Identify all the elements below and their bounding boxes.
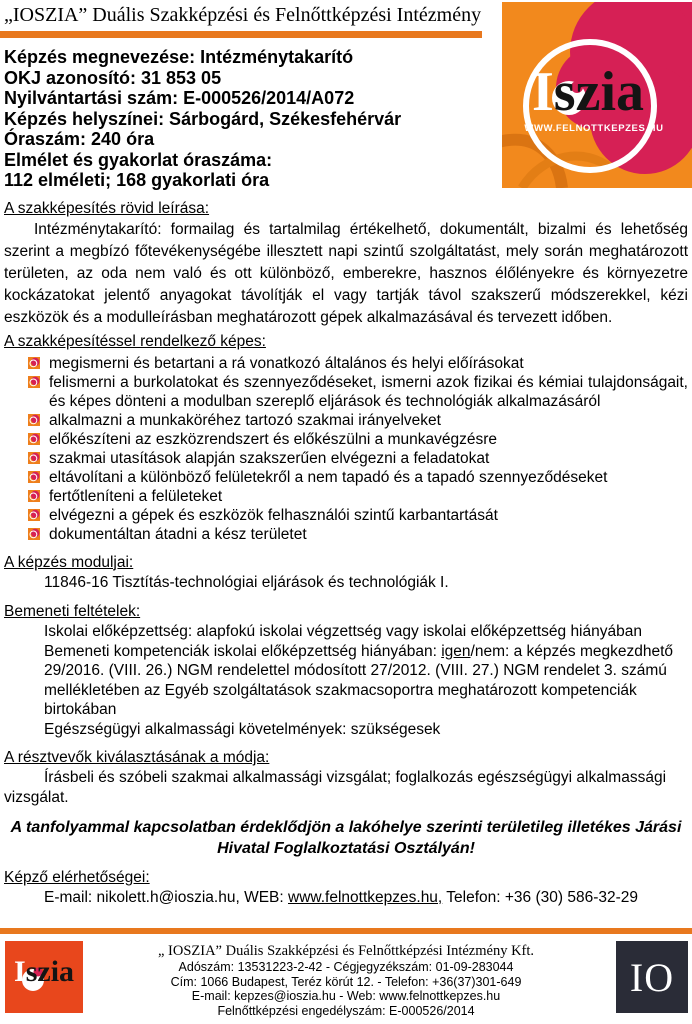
footer-divider [0,928,692,934]
entry-line-schooling: Iskolai előképzettség: alapfokú iskolai végzettség vagy iskolai előképzettség hiányában [44,623,642,640]
hours-line: Óraszám: 240 óra [4,129,155,149]
registration-number-line: Nyilvántartási szám: E-000526/2014/A072 [4,88,355,108]
footer-io-logo [616,941,688,1013]
ioszia-bullet-icon [28,509,40,521]
list-item [28,525,688,544]
ioszia-bullet-icon [28,490,40,502]
entry-competencies-suffix: /nem: a képzés megkezdhető 29/2016. (VIII. 26.) NGM rendelettel módosított 27/2012. (VIII. 27.) NGM rendelet 3. számú mellékletében az Egyéb szolgáltatások szakmacsoportra meghatározott kompetenciák birtokában [44,642,674,718]
description-paragraph: Intézménytakarító: formailag és tartalmilag értékelhető, dokumentált, bizalmi és lehetőség szerint a megbízó főtevékenységébe illesztett napi szintű szolgáltatást, mely során meghatározott területen, az oda nem való és ott különböző, emberekre, hasznos élőlényekre és környezetre kockázatokat jelentő anyagokat távolítják el vagy tartják távol szakszerű módszerekkel, kézi eszközök és a modulleírásban meghatározott gépek alkalmazásával és tervezett időben. [4,220,688,326]
footer-logo-letter-i: I [14,955,26,988]
course-info-block [4,47,688,191]
list-item-text: megismerni és betartani a rá vonatkozó általános és helyi előírásokat [49,354,524,372]
list-item-text: elvégezni a gépek és eszközök felhasználói szintű karbantartását [49,506,498,524]
footer-logo-letter-s: s [25,955,38,988]
contact-phone: Telefon: +36 (30) 586-32-29 [442,889,639,906]
list-item-text: szakmai utasítások alapján szakszerűen elvégezni a feladatokat [49,449,490,467]
entry-line-competencies [44,642,688,720]
entry-line-health: Egészségügyi alkalmassági követelmények: szükségesek [44,720,441,738]
footer-logo-letters-zia: zia [37,955,75,988]
contact-email-and-web-label: E-mail: nikolett.h@ioszia.hu, WEB: [44,889,289,906]
ioszia-bullet-icon [28,528,40,540]
list-item [28,468,688,487]
logo-letters-zia: zia [575,61,645,123]
website-link[interactable]: www.felnottkepzes.hu, [288,889,443,906]
list-item-text: felismerni a burkolatokat és szennyeződéseket, ismerni azok fizikai és kémiai tulajdonságait, és képes dönteni a modulban szereplő eljárások és technológiák alkalmazásáról [49,373,688,410]
module-line: 11846-16 Tisztítás-technológiai eljárások és technológiák I. [44,573,449,591]
okj-id-line: OKJ azonosító: 31 853 05 [4,67,222,88]
footer [0,941,692,1016]
course-name-line: Képzés megnevezése: Intézménytakarító [4,47,354,67]
list-item [28,354,688,373]
competencies-list [28,354,688,544]
theory-practice-hours-line: 112 elméleti; 168 gyakorlati óra [4,170,270,190]
list-item-text: fertőtleníteni a felületeket [49,487,223,505]
list-item [28,430,688,449]
list-item [28,506,688,525]
logo-website-text: WWW.FELNOTTKEPZES.HU [524,123,664,134]
selection-paragraph: Írásbeli és szóbeli szakmai alkalmassági vizsgálat; foglalkozás egészségügyi alkalmassági vizsgálat. [4,769,667,806]
list-item [28,411,688,430]
footer-company-name: „ IOSZIA” Duális Szakképzési és Felnőttképzési Intézmény Kft. [157,943,535,959]
header-divider [0,31,482,38]
theory-practice-label-line: Elmélet és gyakorlat óraszáma: [4,149,273,170]
contact-heading: Képző elérhetőségei: [4,869,150,886]
footer-ioszia-logo [5,941,83,1013]
page-title: „IOSZIA” Duális Szakképzési és Felnőttképzési Intézmény [4,4,482,26]
document-body [0,38,692,966]
list-item-text: dokumentáltan átadni a kész területet [49,525,307,543]
ioszia-bullet-icon [28,357,40,369]
entry-competencies-prefix: Bemeneti kompetenciák iskolai előképzettség hiányában: [44,642,442,660]
entry-competencies-yes: igen [441,642,471,660]
footer-license-line: Felnőttképzési engedélyszám: E-000526/2014 [217,1003,475,1018]
notice-paragraph: A tanfolyammal kapcsolatban érdeklődjön a lakóhelye szerinti területileg illetékes Járási Hivatal Foglalkoztatási Osztályán! [10,819,682,857]
footer-email-web-line: E-mail: kepzes@ioszia.hu - Web: www.felnottkepzes.hu [191,989,501,1003]
footer-logo-wordmark [14,957,74,987]
list-item-text: előkészíteni az eszközrendszert és előkészülni a munkavégzésre [49,430,498,448]
list-item-text: eltávolítani a különböző felületekről a nem tapadó és a tapadó szennyeződéseket [49,468,608,486]
ioszia-bullet-icon [28,414,40,426]
footer-address-line: Cím: 1066 Budapest, Teréz körút 12. - Telefon: +36(37)301-649 [170,974,522,989]
selection-heading: A résztvevők kiválasztásának a módja: [4,749,270,766]
ioszia-bullet-icon [28,376,40,388]
list-item-text: alkalmazni a munkaköréhez tartozó szakmai irányelveket [49,411,441,429]
list-item [28,487,688,506]
description-heading: A szakképesítés rövid leírása: [4,199,210,217]
logo-letter-i: I [532,61,554,123]
logo-letter-s: s [553,61,576,123]
footer-tax-line: Adószám: 13531223-2-42 - Cégjegyzékszám: 01-09-283044 [178,960,514,974]
modules-heading: A képzés moduljai: [4,553,134,571]
competencies-heading: A szakképesítéssel rendelkező képes: [4,332,266,350]
ioszia-bullet-icon [28,471,40,483]
footer-company-info [100,943,592,1018]
ioszia-bullet-icon [28,433,40,445]
locations-line: Képzés helyszínei: Sárbogárd, Székesfehérvár [4,108,402,129]
list-item [28,449,688,468]
ioszia-bullet-icon [28,452,40,464]
entry-requirements-block [44,622,688,739]
entry-requirements-heading: Bemeneti feltételek: [4,603,141,620]
footer-io-logo-text: IO [629,954,675,1000]
list-item [28,373,688,411]
contact-line [44,888,688,908]
